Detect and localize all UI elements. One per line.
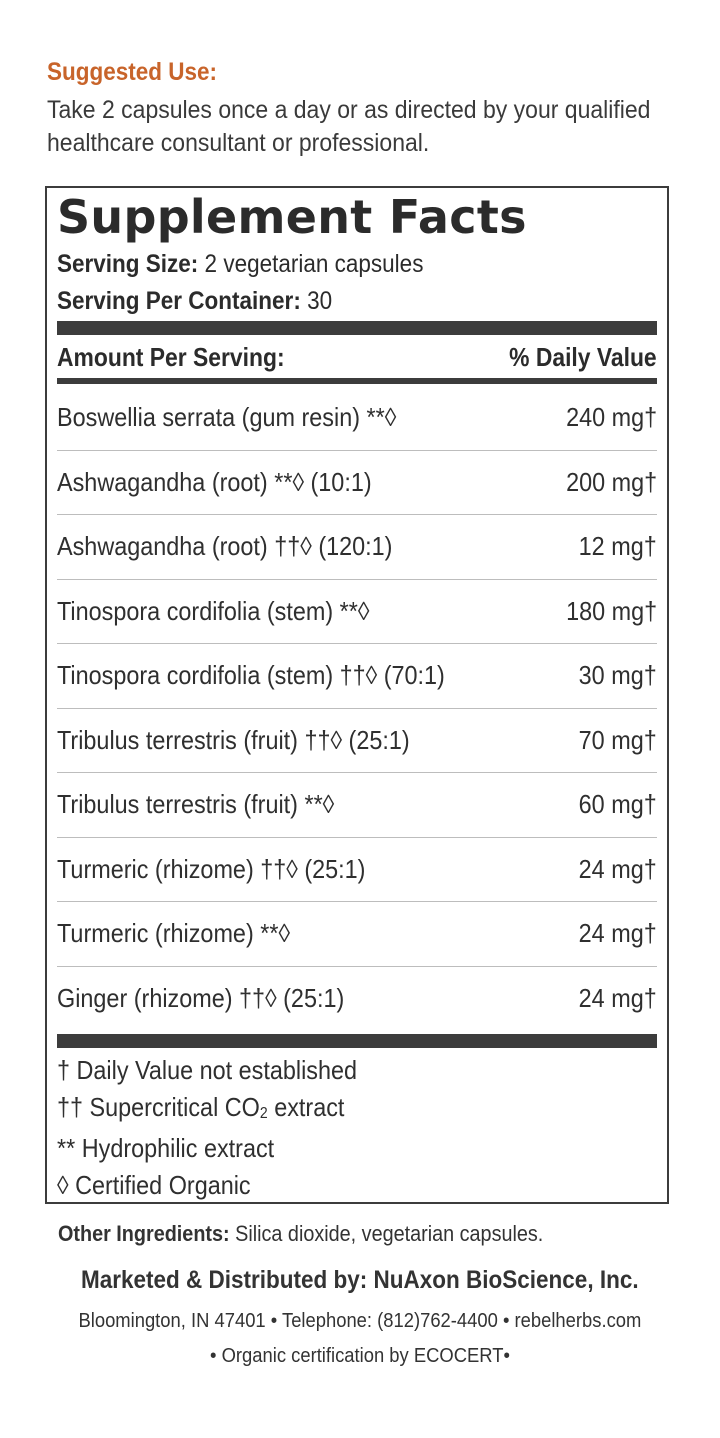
medium-divider (57, 378, 657, 384)
ingredient-name: Ginger (rhizome) ††◊ (25:1) (57, 982, 345, 1013)
ingredient-name: Turmeric (rhizome) ††◊ (25:1) (57, 853, 366, 884)
ingredient-name: Turmeric (rhizome) **◊ (57, 918, 291, 948)
ingredient-row (57, 451, 657, 516)
amount-header-row (57, 338, 657, 374)
serving-size-value: 2 vegetarian capsules (204, 250, 424, 278)
other-ingredients-value: Silica dioxide, vegetarian capsules. (229, 1221, 544, 1246)
thick-divider-top (57, 321, 657, 335)
ingredient-row (57, 838, 657, 903)
servings-per-container (57, 287, 332, 316)
ingredient-amount: 12 mg† (578, 531, 657, 561)
footnote-co2-subscript: 2 (259, 1105, 268, 1122)
ingredient-amount: 24 mg† (578, 982, 657, 1013)
marketed-by (0, 1266, 720, 1295)
ingredient-row (57, 515, 657, 580)
footnote-asterisks: ** Hydrophilic extract (57, 1133, 275, 1163)
marketed-by-text: Marketed & Distributed by: NuAxon BioScience, Inc. (81, 1266, 639, 1294)
footnote-dagger: † Daily Value not established (57, 1055, 358, 1085)
address-text: Bloomington, IN 47401 • Telephone: (812)762-4400 • rebelherbs.com (78, 1310, 642, 1332)
footnotes (57, 1052, 390, 1204)
ingredient-row (57, 386, 657, 451)
certification-text: • Organic certification by ECOCERT• (210, 1345, 510, 1367)
other-ingredients-label: Other Ingredients: (58, 1221, 230, 1246)
ingredient-name: Tinospora cordifolia (stem) **◊ (57, 595, 370, 626)
footnote-double-dagger (57, 1089, 357, 1130)
footnote-double-dagger-suffix: extract (267, 1092, 345, 1122)
daily-value-header: % Daily Value (509, 342, 657, 372)
ingredient-row (57, 902, 657, 967)
suggested-use-heading: Suggested Use: (47, 58, 218, 86)
ingredient-row (57, 580, 657, 645)
ingredient-amount: 70 mg† (578, 724, 657, 755)
ingredient-row (57, 773, 657, 838)
other-ingredients (58, 1221, 543, 1247)
servings-label: Serving Per Container: (57, 287, 301, 315)
ingredient-amount: 24 mg† (578, 918, 657, 948)
ingredient-name: Tinospora cordifolia (stem) ††◊ (70:1) (57, 660, 445, 690)
serving-size-label: Serving Size: (57, 250, 199, 278)
ingredient-amount: 200 mg† (565, 466, 657, 497)
ingredient-name: Tribulus terrestris (fruit) **◊ (57, 789, 335, 819)
ingredient-amount: 180 mg† (565, 595, 657, 626)
address-line (0, 1310, 720, 1333)
suggested-use-text: Take 2 capsules once a day or as directed by your qualified healthcare consultant or professional. (47, 96, 651, 157)
ingredient-amount: 60 mg† (578, 789, 657, 819)
ingredient-amount: 30 mg† (578, 660, 657, 690)
ingredient-name: Ashwagandha (root) **◊ (10:1) (57, 466, 372, 497)
footnote-diamond: ◊ Certified Organic (57, 1170, 251, 1200)
ingredient-name: Tribulus terrestris (fruit) ††◊ (25:1) (57, 724, 410, 755)
thick-divider-bottom (57, 1034, 657, 1048)
ingredient-row (57, 644, 657, 709)
facts-title: Supplement Facts (57, 190, 527, 244)
certification-line (0, 1345, 720, 1368)
ingredient-name: Ashwagandha (root) ††◊ (120:1) (57, 531, 393, 561)
ingredient-row (57, 967, 657, 1032)
ingredient-amount: 24 mg† (578, 853, 657, 884)
ingredient-row (57, 709, 657, 774)
ingredient-list (57, 386, 657, 1031)
footnote-double-dagger-prefix: †† Supercritical CO (57, 1092, 260, 1122)
amount-per-serving-header: Amount Per Serving: (57, 342, 285, 372)
supplement-facts-panel (45, 186, 669, 1204)
serving-size (57, 250, 423, 279)
servings-value: 30 (307, 287, 333, 315)
ingredient-name: Boswellia serrata (gum resin) **◊ (57, 402, 397, 432)
ingredient-amount: 240 mg† (565, 402, 657, 432)
